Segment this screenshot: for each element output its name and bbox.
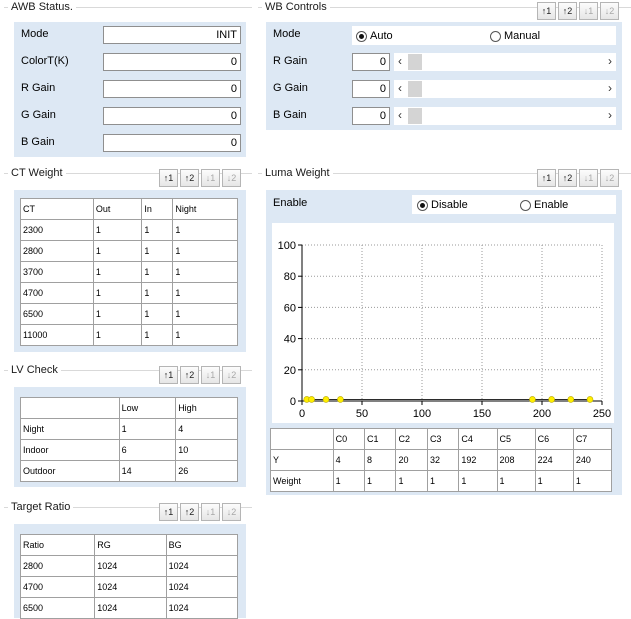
x-tick-label: 50: [355, 408, 369, 420]
chevron-right-icon[interactable]: ›: [608, 108, 612, 122]
radio-checked-icon: [417, 200, 428, 211]
table-cell[interactable]: 2800: [21, 556, 95, 577]
luma-disable-radio[interactable]: [417, 199, 468, 211]
target-ratio-title: Target Ratio: [8, 501, 73, 513]
wb-gain-row: [266, 49, 622, 76]
y-tick-label: 100: [277, 240, 296, 252]
column-header: Out: [93, 199, 141, 220]
wb-controls-toolbar: [537, 2, 619, 20]
awb-status-label: ColorT(K): [21, 55, 69, 67]
wb-gain-row: [266, 103, 622, 130]
awb-status-row: [14, 22, 246, 49]
data-point[interactable]: [549, 396, 555, 402]
table-cell[interactable]: 1: [173, 325, 238, 346]
table-cell[interactable]: 1: [93, 283, 141, 304]
radio-checked-icon: [356, 31, 367, 42]
table-header-row: [271, 429, 612, 450]
ct-weight-table: [20, 198, 238, 346]
table-row: [21, 440, 238, 461]
lv-check-title: LV Check: [8, 364, 61, 376]
table-cell[interactable]: 1: [142, 241, 173, 262]
column-header: High: [176, 398, 238, 419]
wb-gain-row: [266, 76, 622, 103]
table-row: [21, 556, 238, 577]
move-up-2-button[interactable]: ↑2: [180, 503, 199, 521]
wb-controls-title: WB Controls: [262, 1, 330, 13]
awb-status-value: 0: [103, 107, 241, 125]
table-row: [21, 262, 238, 283]
luma-weight-title: Luma Weight: [262, 167, 333, 179]
data-point[interactable]: [529, 396, 535, 402]
table-cell[interactable]: 4700: [21, 577, 95, 598]
move-up-1-button[interactable]: ↑1: [537, 2, 556, 20]
wb-gain-input[interactable]: 0: [352, 53, 390, 71]
y-tick-label: 0: [289, 396, 296, 408]
awb-status-row: [14, 130, 246, 157]
y-tick-label: 80: [283, 271, 296, 284]
move-up-2-button[interactable]: ↑2: [180, 366, 199, 384]
radio-unchecked-icon: [520, 200, 531, 211]
wb-gain-input[interactable]: 0: [352, 80, 390, 98]
awb-status-value: 0: [103, 80, 241, 98]
column-header: C6: [535, 429, 573, 450]
table-cell[interactable]: 2800: [21, 241, 94, 262]
column-header: C4: [459, 429, 497, 450]
table-cell[interactable]: 6: [119, 440, 176, 461]
table-cell[interactable]: Outdoor: [21, 461, 120, 482]
lv-check-toolbar: [159, 366, 241, 384]
table-cell[interactable]: 1: [365, 471, 396, 492]
column-header: Low: [119, 398, 176, 419]
column-header: C7: [573, 429, 611, 450]
table-cell[interactable]: 1: [142, 220, 173, 241]
move-up-1-button[interactable]: ↑1: [537, 169, 556, 187]
y-tick-label: 40: [283, 333, 296, 346]
ct-weight-panel: [14, 190, 246, 352]
awb-status-row: [14, 49, 246, 76]
table-cell[interactable]: Weight: [271, 471, 334, 492]
table-row: [21, 577, 238, 598]
data-point[interactable]: [568, 396, 574, 402]
table-cell[interactable]: 1: [427, 471, 458, 492]
wb-gain-input[interactable]: 0: [352, 107, 390, 125]
wb-gain-label: B Gain: [273, 109, 307, 121]
awb-status-title: AWB Status.: [8, 1, 76, 13]
luma-enable-row: [266, 191, 622, 218]
wb-gain-slider[interactable]: [394, 80, 616, 98]
awb-status-row: [14, 103, 246, 130]
table-cell[interactable]: Indoor: [21, 440, 120, 461]
table-cell[interactable]: 4: [176, 419, 238, 440]
table-cell[interactable]: 2300: [21, 220, 94, 241]
chevron-left-icon[interactable]: ‹: [398, 81, 402, 95]
chevron-right-icon[interactable]: ›: [608, 54, 612, 68]
table-row: [21, 283, 238, 304]
table-cell[interactable]: 1: [173, 220, 238, 241]
column-header: C0: [333, 429, 364, 450]
wb-mode-manual-label: Manual: [504, 30, 541, 42]
table-cell[interactable]: 3700: [21, 262, 94, 283]
wb-gain-label: R Gain: [273, 55, 308, 67]
table-cell[interactable]: 1024: [95, 577, 166, 598]
radio-unchecked-icon: [490, 31, 501, 42]
table-cell[interactable]: 1: [119, 419, 176, 440]
table-cell[interactable]: 1: [173, 304, 238, 325]
wb-mode-auto-radio[interactable]: [356, 30, 393, 42]
table-cell[interactable]: 4: [333, 450, 364, 471]
table-cell[interactable]: 1024: [95, 598, 166, 619]
luma-enable-label: Enable: [273, 197, 308, 209]
table-cell[interactable]: 1: [396, 471, 427, 492]
move-down-1-button[interactable]: ↓1: [201, 169, 220, 187]
target-ratio-toolbar: [159, 503, 241, 521]
table-cell[interactable]: 20: [396, 450, 427, 471]
column-header: [21, 398, 120, 419]
move-down-2-button[interactable]: ↓2: [600, 2, 619, 20]
table-cell[interactable]: 1: [142, 283, 173, 304]
table-cell[interactable]: 4700: [21, 283, 94, 304]
luma-enable-radio-group: [412, 195, 616, 214]
table-header-row: [21, 398, 238, 419]
x-tick-label: 200: [532, 408, 552, 420]
table-cell[interactable]: 1: [142, 262, 173, 283]
x-tick-label: 0: [298, 408, 306, 420]
column-header: Ratio: [21, 535, 95, 556]
move-up-2-button[interactable]: ↑2: [180, 169, 199, 187]
luma-weight-panel: [266, 190, 622, 495]
table-cell[interactable]: 224: [535, 450, 573, 471]
x-tick-label: 250: [592, 408, 612, 420]
table-cell[interactable]: 1: [573, 471, 611, 492]
wb-mode-label: Mode: [273, 28, 301, 40]
awb-status-value: 0: [103, 53, 241, 71]
move-up-2-button[interactable]: ↑2: [558, 2, 577, 20]
move-up-1-button[interactable]: ↑1: [159, 366, 178, 384]
move-up-1-button[interactable]: ↑1: [159, 169, 178, 187]
y-tick-label: 20: [283, 364, 296, 377]
column-header: C2: [396, 429, 427, 450]
target-ratio-panel: [14, 524, 246, 618]
table-cell[interactable]: 1: [93, 325, 141, 346]
table-cell[interactable]: 1: [93, 262, 141, 283]
table-cell[interactable]: 32: [427, 450, 458, 471]
data-point[interactable]: [337, 396, 343, 402]
table-row: [21, 461, 238, 482]
slider-thumb[interactable]: [408, 108, 422, 124]
table-cell[interactable]: Y: [271, 450, 334, 471]
table-cell[interactable]: 1: [173, 262, 238, 283]
column-header: In: [142, 199, 173, 220]
wb-gain-label: G Gain: [273, 82, 308, 94]
table-cell[interactable]: 1: [497, 471, 535, 492]
data-point[interactable]: [323, 396, 329, 402]
luma-chart: [272, 223, 614, 423]
wb-mode-auto-label: Auto: [370, 30, 393, 42]
slider-thumb[interactable]: [408, 54, 422, 70]
table-cell[interactable]: 1024: [166, 598, 237, 619]
luma-weight-toolbar: [537, 169, 619, 187]
y-tick-label: 60: [283, 302, 296, 315]
ct-weight-title: CT Weight: [8, 167, 66, 179]
move-down-1-button[interactable]: ↓1: [201, 366, 220, 384]
awb-status-row: [14, 76, 246, 103]
table-row: [21, 220, 238, 241]
column-header: Night: [173, 199, 238, 220]
x-tick-label: 150: [472, 408, 492, 420]
table-row: [21, 241, 238, 262]
luma-chart-svg: [272, 223, 614, 423]
awb-status-panel: [14, 22, 246, 157]
table-row: [21, 598, 238, 619]
table-cell[interactable]: 1024: [166, 556, 237, 577]
table-cell[interactable]: 1: [142, 304, 173, 325]
table-cell[interactable]: 6500: [21, 304, 94, 325]
move-down-2-button[interactable]: ↓2: [222, 503, 241, 521]
table-cell[interactable]: 192: [459, 450, 497, 471]
wb-controls-panel: [266, 22, 622, 130]
table-row: [271, 471, 612, 492]
column-header: RG: [95, 535, 166, 556]
table-cell[interactable]: 1: [333, 471, 364, 492]
wb-gain-slider[interactable]: [394, 107, 616, 125]
table-cell[interactable]: 1: [142, 325, 173, 346]
awb-status-value: INIT: [103, 26, 241, 44]
column-header: [271, 429, 334, 450]
table-cell[interactable]: 8: [365, 450, 396, 471]
table-row: [21, 419, 238, 440]
chevron-right-icon[interactable]: ›: [608, 81, 612, 95]
luma-enable-radio[interactable]: [520, 199, 568, 211]
table-cell[interactable]: 10: [176, 440, 238, 461]
column-header: C3: [427, 429, 458, 450]
move-down-2-button[interactable]: ↓2: [600, 169, 619, 187]
table-row: [21, 325, 238, 346]
table-cell[interactable]: 1024: [166, 577, 237, 598]
table-cell[interactable]: 1024: [95, 556, 166, 577]
x-tick-label: 100: [412, 408, 432, 420]
luma-enable-option-label: Enable: [534, 199, 569, 211]
awb-status-label: B Gain: [21, 136, 55, 148]
lv-check-panel: [14, 387, 246, 487]
table-cell[interactable]: 26: [176, 461, 238, 482]
move-down-2-button[interactable]: ↓2: [222, 366, 241, 384]
table-cell[interactable]: 240: [573, 450, 611, 471]
wb-mode-manual-radio[interactable]: [490, 30, 540, 42]
table-cell[interactable]: 1: [173, 241, 238, 262]
table-header-row: [21, 199, 238, 220]
data-point[interactable]: [587, 396, 593, 402]
move-up-1-button[interactable]: ↑1: [159, 503, 178, 521]
move-up-2-button[interactable]: ↑2: [558, 169, 577, 187]
wb-gain-slider[interactable]: [394, 53, 616, 71]
wb-mode-row: [266, 22, 622, 49]
chevron-left-icon[interactable]: ‹: [398, 54, 402, 68]
awb-status-label: Mode: [21, 28, 49, 40]
table-cell[interactable]: 1: [93, 304, 141, 325]
data-point[interactable]: [309, 396, 315, 402]
luma-disable-label: Disable: [431, 199, 468, 211]
move-down-2-button[interactable]: ↓2: [222, 169, 241, 187]
ct-weight-toolbar: [159, 169, 241, 187]
wb-mode-radio-group: [352, 26, 616, 45]
table-cell[interactable]: 1: [93, 241, 141, 262]
table-cell[interactable]: 1: [535, 471, 573, 492]
column-header: C1: [365, 429, 396, 450]
awb-status-value: 0: [103, 134, 241, 152]
table-row: [271, 450, 612, 471]
lv-check-table: [20, 397, 238, 482]
table-row: [21, 304, 238, 325]
column-header: CT: [21, 199, 94, 220]
awb-status-label: R Gain: [21, 82, 56, 94]
luma-weight-table: [270, 428, 612, 492]
move-down-1-button[interactable]: ↓1: [579, 2, 598, 20]
slider-thumb[interactable]: [408, 81, 422, 97]
column-header: C5: [497, 429, 535, 450]
column-header: BG: [166, 535, 237, 556]
awb-status-label: G Gain: [21, 109, 56, 121]
target-ratio-table: [20, 534, 238, 619]
table-cell[interactable]: 208: [497, 450, 535, 471]
chevron-left-icon[interactable]: ‹: [398, 108, 402, 122]
table-cell[interactable]: 1: [173, 283, 238, 304]
table-cell[interactable]: 6500: [21, 598, 95, 619]
move-down-1-button[interactable]: ↓1: [579, 169, 598, 187]
table-cell[interactable]: 14: [119, 461, 176, 482]
move-down-1-button[interactable]: ↓1: [201, 503, 220, 521]
table-cell[interactable]: 11000: [21, 325, 94, 346]
table-header-row: [21, 535, 238, 556]
table-cell[interactable]: Night: [21, 419, 120, 440]
table-cell[interactable]: 1: [93, 220, 141, 241]
table-cell[interactable]: 1: [459, 471, 497, 492]
